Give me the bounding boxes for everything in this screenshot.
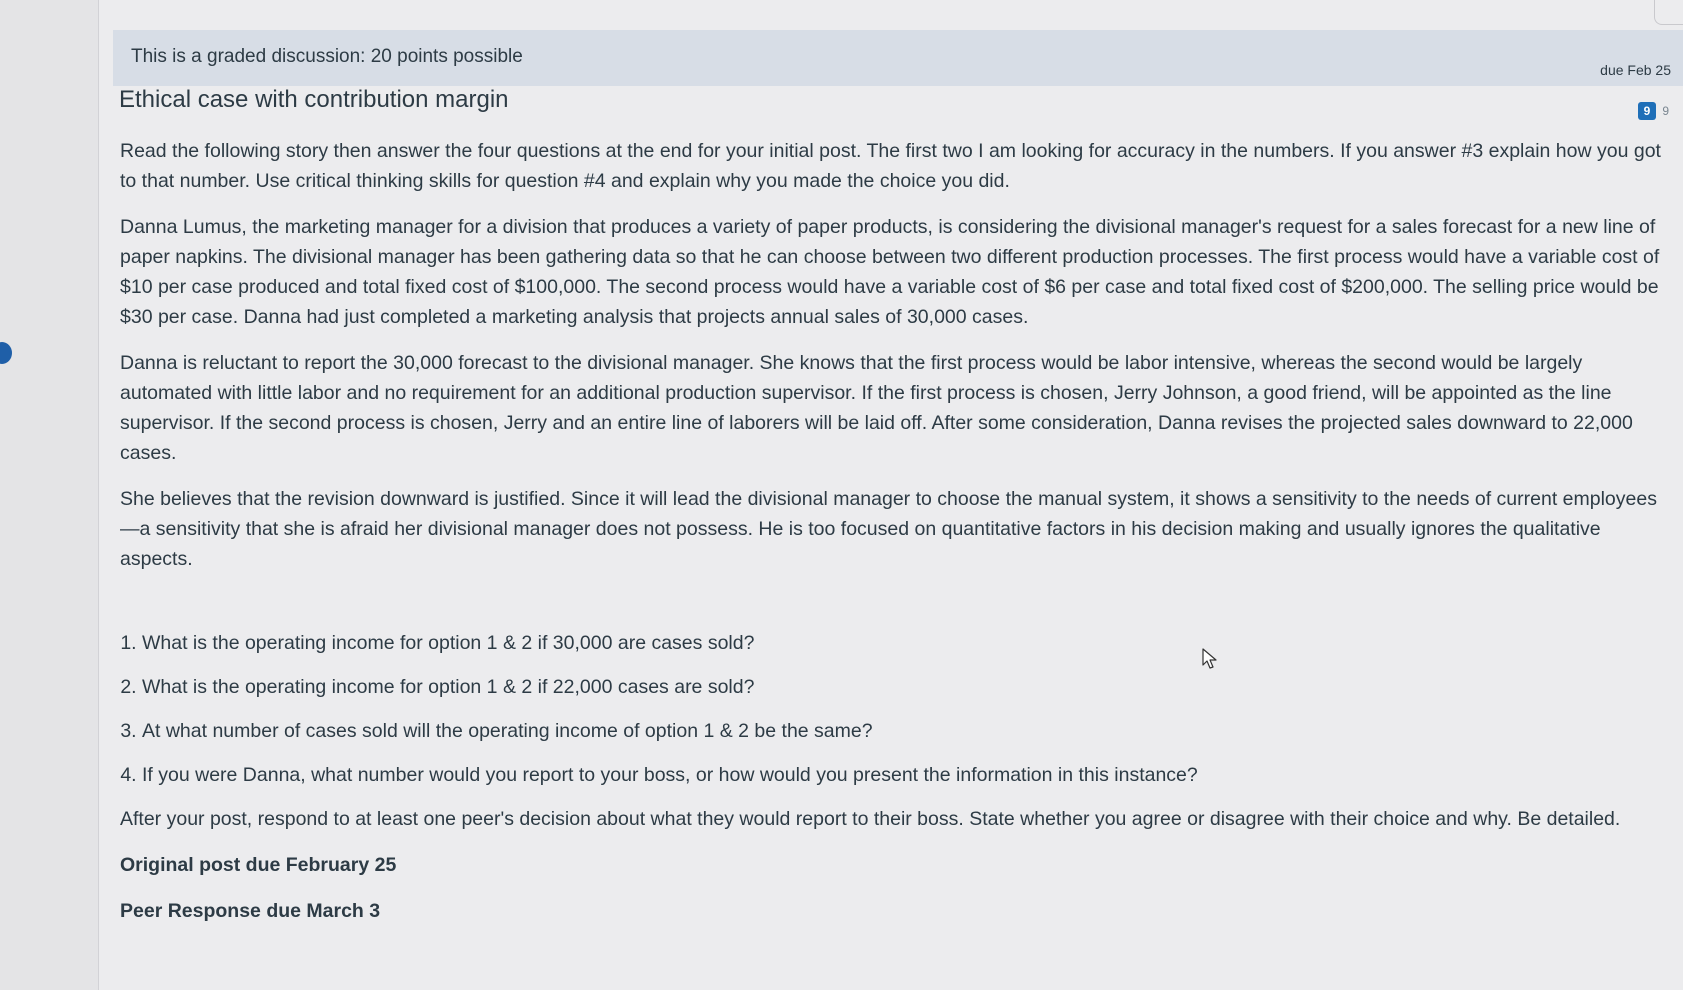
unread-badge[interactable]: 9 [1638,102,1657,120]
due-date: due Feb 25 [1600,62,1671,78]
peer-response-due: Peer Response due March 3 [120,900,381,922]
question-3: 3. At what number of cases sold will the operating income of option 1 & 2 be the same? [142,716,1675,746]
window-corner [1654,0,1683,25]
mouse-pointer-icon [1202,648,1218,670]
original-post-due: Original post due February 25 [120,854,397,876]
story-paragraph-3: She believes that the revision downward is justified. Since it will lead the divisional manager to choose the manual system, it shows a sensitivity to the needs of current employees—a sensitivity that she is afraid her divisional manager does not possess. He is too focused on quantitative factors in his decision making and usually ignores the qualitative aspects. [120,488,1657,570]
intro-paragraph: Read the following story then answer the four questions at the end for your initial post. The first two I am looking for accuracy in the numbers. If you answer #3 explain how you got to that number. Use critical thinking skills for question #4 and explain why you made the choice you did. [120,140,1661,192]
graded-banner-text: This is a graded discussion: 20 points possible [131,46,523,67]
unread-count[interactable] [1638,102,1669,120]
story-paragraph-2: Danna is reluctant to report the 30,000 forecast to the divisional manager. She knows that the first process would be labor intensive, whereas the second would be largely automated with little labor and no requirement for an additional production supervisor. If the first process is chosen, Jerry Johnson, a good friend, will be appointed as the line supervisor. If the second process is chosen, Jerry and an entire line of laborers will be laid off. After some consideration, Danna revises the projected sales downward to 22,000 cases. [120,352,1633,464]
story-paragraph-1: Danna Lumus, the marketing manager for a division that produces a variety of paper products, is considering the divisional manager's request for a sales forecast for a new line of paper napkins. The divisional manager has been gathering data so that he can choose between two different production processes. The first process would have a variable cost of $10 per case produced and total fixed cost of $100,000. The second process would have a variable cost of $6 per case and total fixed cost of $200,000. The selling price would be $30 per case. Danna had just completed a marketing analysis that projects annual sales of 30,000 cases. [120,216,1660,328]
question-1: 1. What is the operating income for option 1 & 2 if 30,000 are cases sold? [142,628,1675,658]
graded-banner [113,30,1683,86]
discussion-body [120,136,1675,942]
question-2: 2. What is the operating income for option 1 & 2 if 22,000 cases are sold? [142,672,1675,702]
left-gutter [0,0,99,990]
collapsed-nav-indicator[interactable] [0,342,12,364]
question-4: 4. If you were Danna, what number would you report to your boss, or how would you present the information in this instance? [142,760,1675,790]
discussion-title: Ethical case with contribution margin [119,86,509,113]
questions-list [120,628,1675,790]
total-replies: 9 [1662,104,1669,118]
after-post-instructions: After your post, respond to at least one peer's decision about what they would report to their boss. State whether you agree or disagree with their choice and why. Be detailed. [120,808,1621,830]
discussion-page [99,0,1683,990]
